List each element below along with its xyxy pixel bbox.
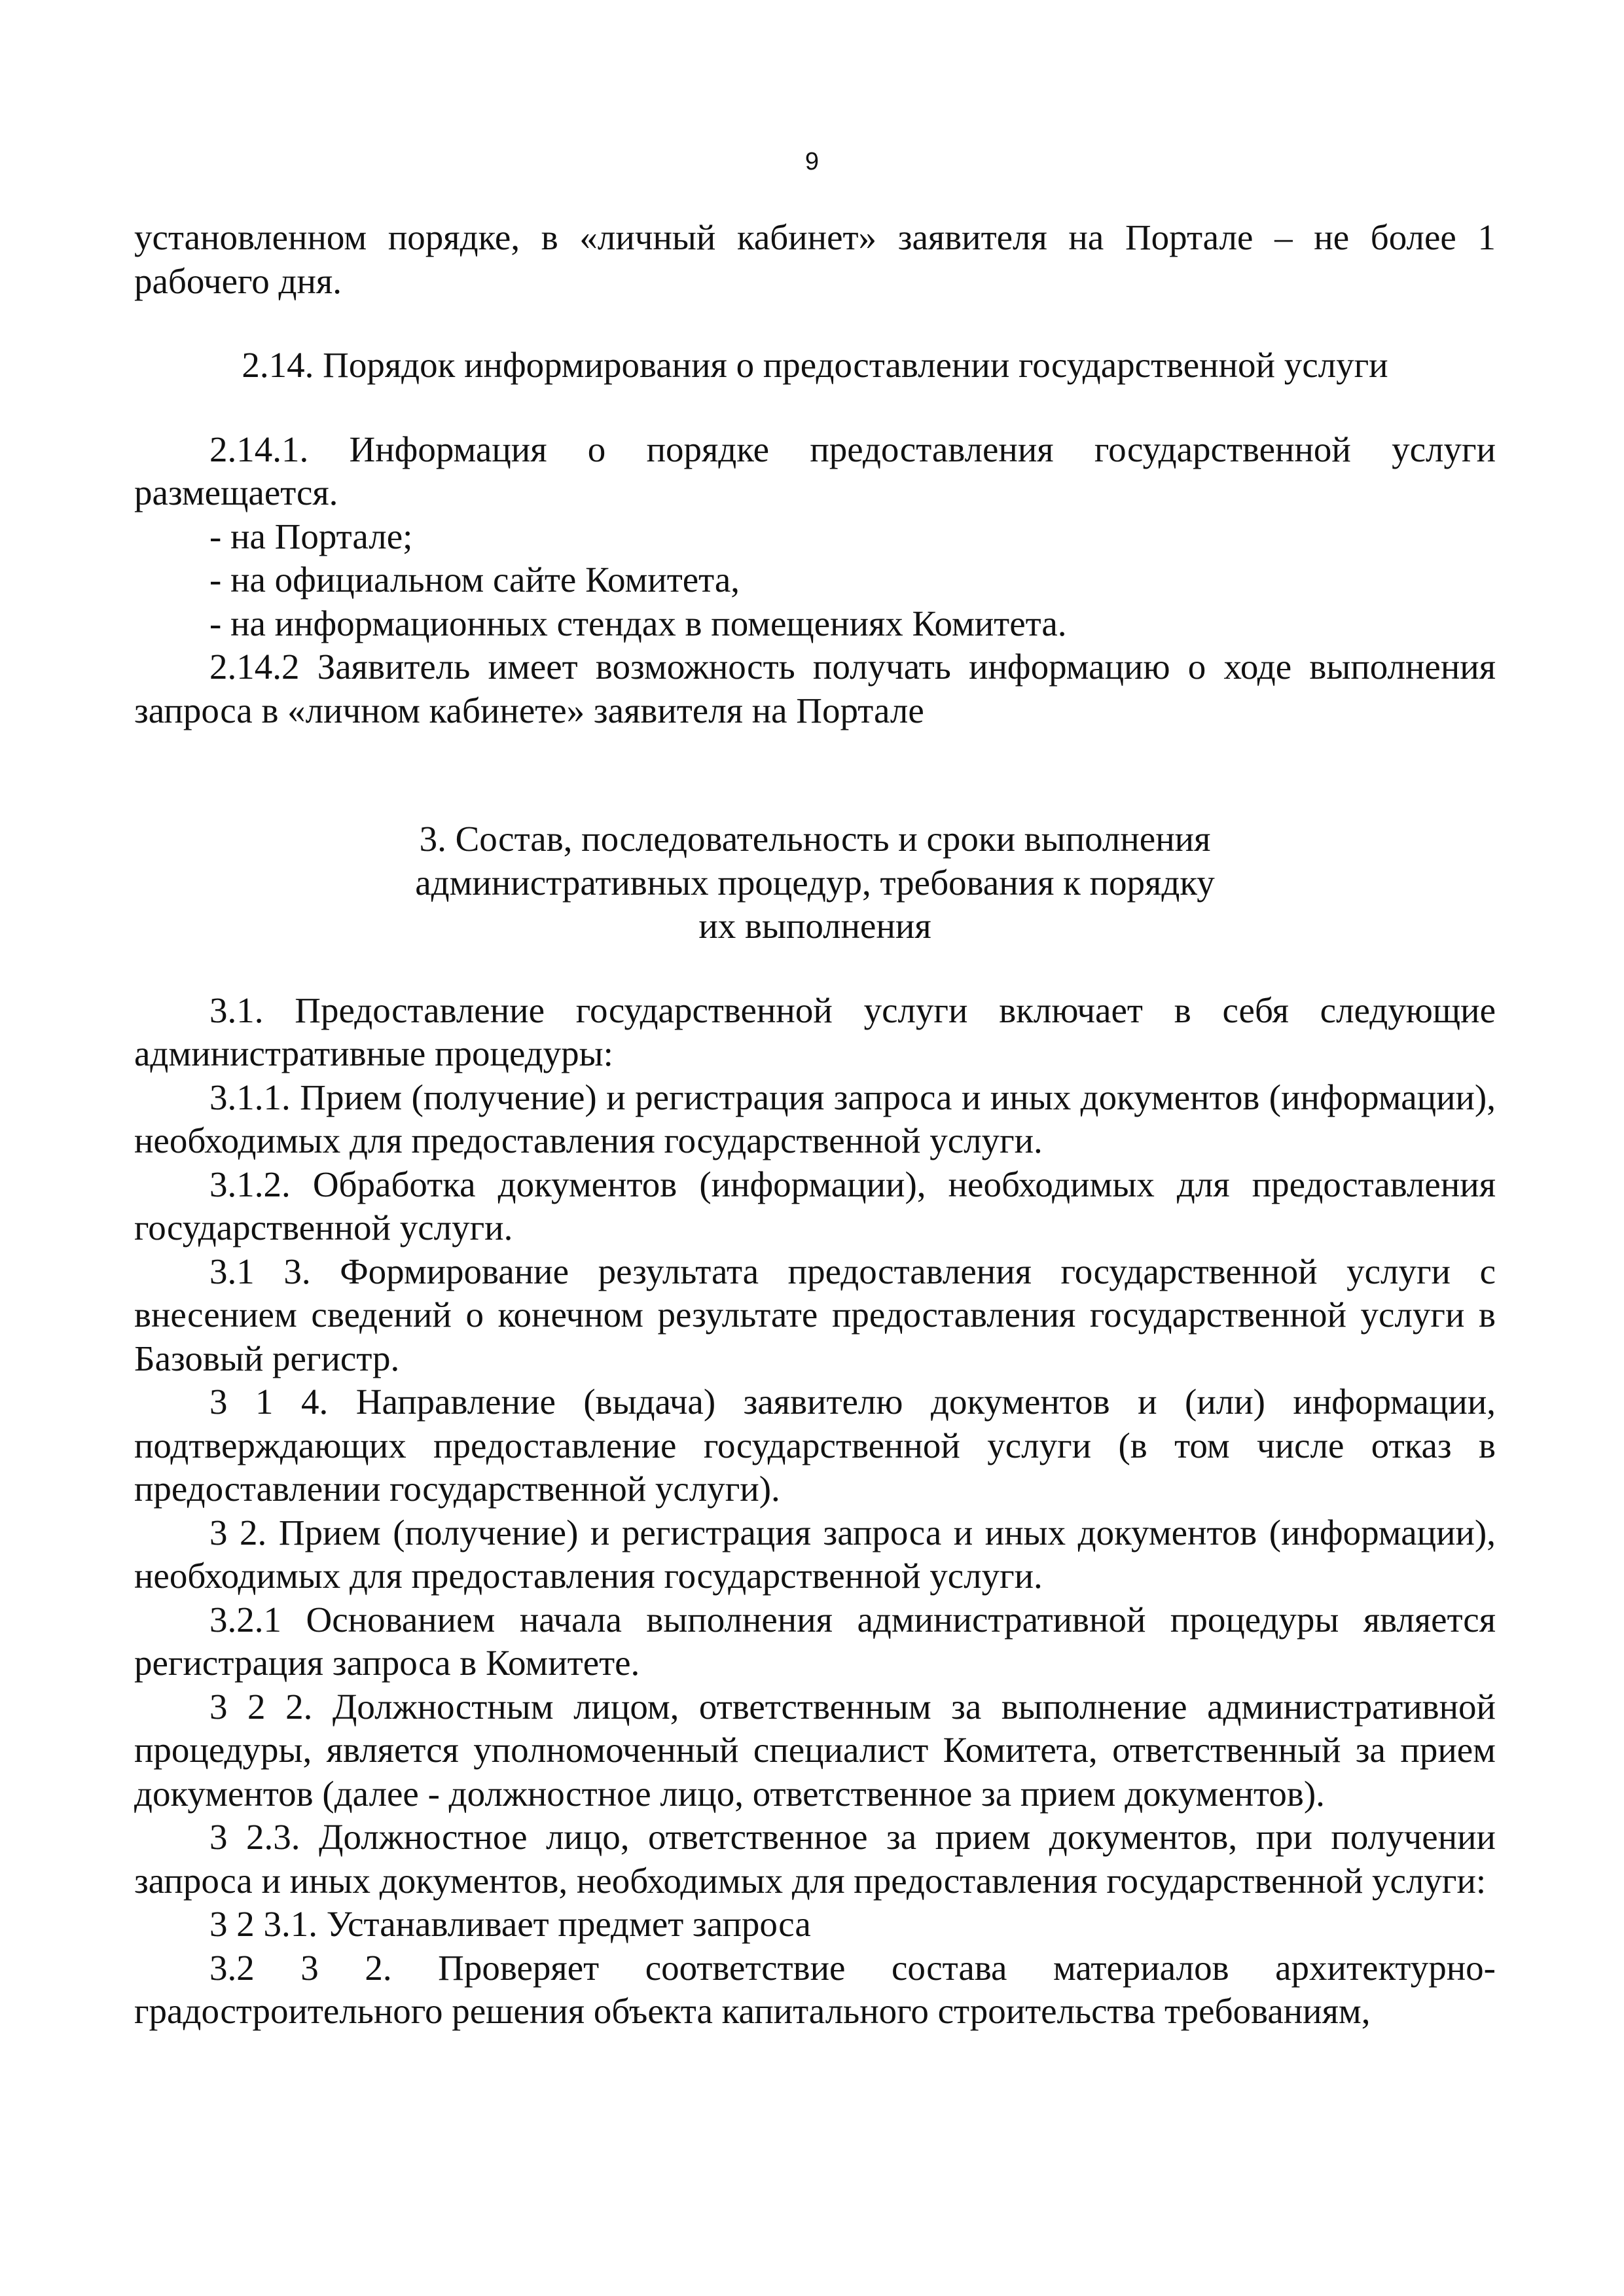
paragraph-3-2-3: 3 2.3. Должностное лицо, ответственное за прием документов, при получении запроса и иных документов, необходимых для предоставления государственной услуги: bbox=[134, 1817, 1496, 1901]
heading-2-14: 2.14. Порядок информирования о предоставлении государственной услуги bbox=[242, 345, 1388, 385]
paragraph-3-1-4: 3 1 4. Направление (выдача) заявителю документов и (или) информации, подтверждающих предоставление государственной услуги (в том числе отказ в предоставлении государственной услуги). bbox=[134, 1382, 1496, 1509]
paragraph-3-1-3: 3.1 3. Формирование результата предоставления государственной услуги с внесением сведений о конечном результате предоставления государственной услуги в Базовый регистр. bbox=[134, 1251, 1496, 1378]
section-title-line: административных процедур, требования к порядку bbox=[415, 862, 1215, 903]
top-paragraph: установленном порядке, в «личный кабинет» заявителя на Портале – не более 1 рабочего дня. bbox=[134, 217, 1496, 301]
list-item: - на официальном сайте Комитета, bbox=[209, 560, 740, 600]
section-3-title bbox=[134, 817, 1496, 948]
section-title-line: 3. Состав, последовательность и сроки выполнения bbox=[419, 819, 1211, 859]
paragraph-2-14-1: 2.14.1. Информация о порядке предоставления государственной услуги размещается. bbox=[134, 429, 1496, 512]
section-title-line: их выполнения bbox=[698, 906, 931, 946]
paragraph-3-2-3-1: 3 2 3.1. Устанавливает предмет запроса bbox=[209, 1904, 811, 1944]
paragraph-3-1-1: 3.1.1. Прием (получение) и регистрация запроса и иных документов (информации), необходимых для предоставления государственной услуги. bbox=[134, 1077, 1496, 1160]
list-item: - на Портале; bbox=[209, 516, 413, 556]
paragraph-2-14-2: 2.14.2 Заявитель имеет возможность получать информацию о ходе выполнения запроса в «личном кабинете» заявителя на Портале bbox=[134, 647, 1496, 730]
paragraph-3-2: 3 2. Прием (получение) и регистрация запроса и иных документов (информации), необходимых для предоставления государственной услуги. bbox=[134, 1512, 1496, 1596]
paragraph-3-2-1: 3.2.1 Основанием начала выполнения административной процедуры является регистрация запроса в Комитете. bbox=[134, 1599, 1496, 1683]
paragraph-3-2-2: 3 2 2. Должностным лицом, ответственным за выполнение административной процедуры, является уполномоченный специалист Комитета, ответственный за прием документов (далее - должностное лицо, ответственное за прием документов). bbox=[134, 1686, 1496, 1814]
paragraph-3-2-3-2: 3.2 3 2. Проверяет соответствие состава материалов архитектурно-градостроительного решения объекта капитального строительства требованиям, bbox=[134, 1947, 1496, 2031]
paragraph-3-1: 3.1. Предоставление государственной услуги включает в себя следующие административные процедуры: bbox=[134, 990, 1496, 1073]
document-body bbox=[134, 216, 1496, 2034]
list-item: - на информационных стендах в помещениях Комитета. bbox=[209, 603, 1067, 643]
paragraph-3-1-2: 3.1.2. Обработка документов (информации), необходимых для предоставления государственной услуги. bbox=[134, 1164, 1496, 1247]
page-number: 9 bbox=[804, 148, 820, 175]
